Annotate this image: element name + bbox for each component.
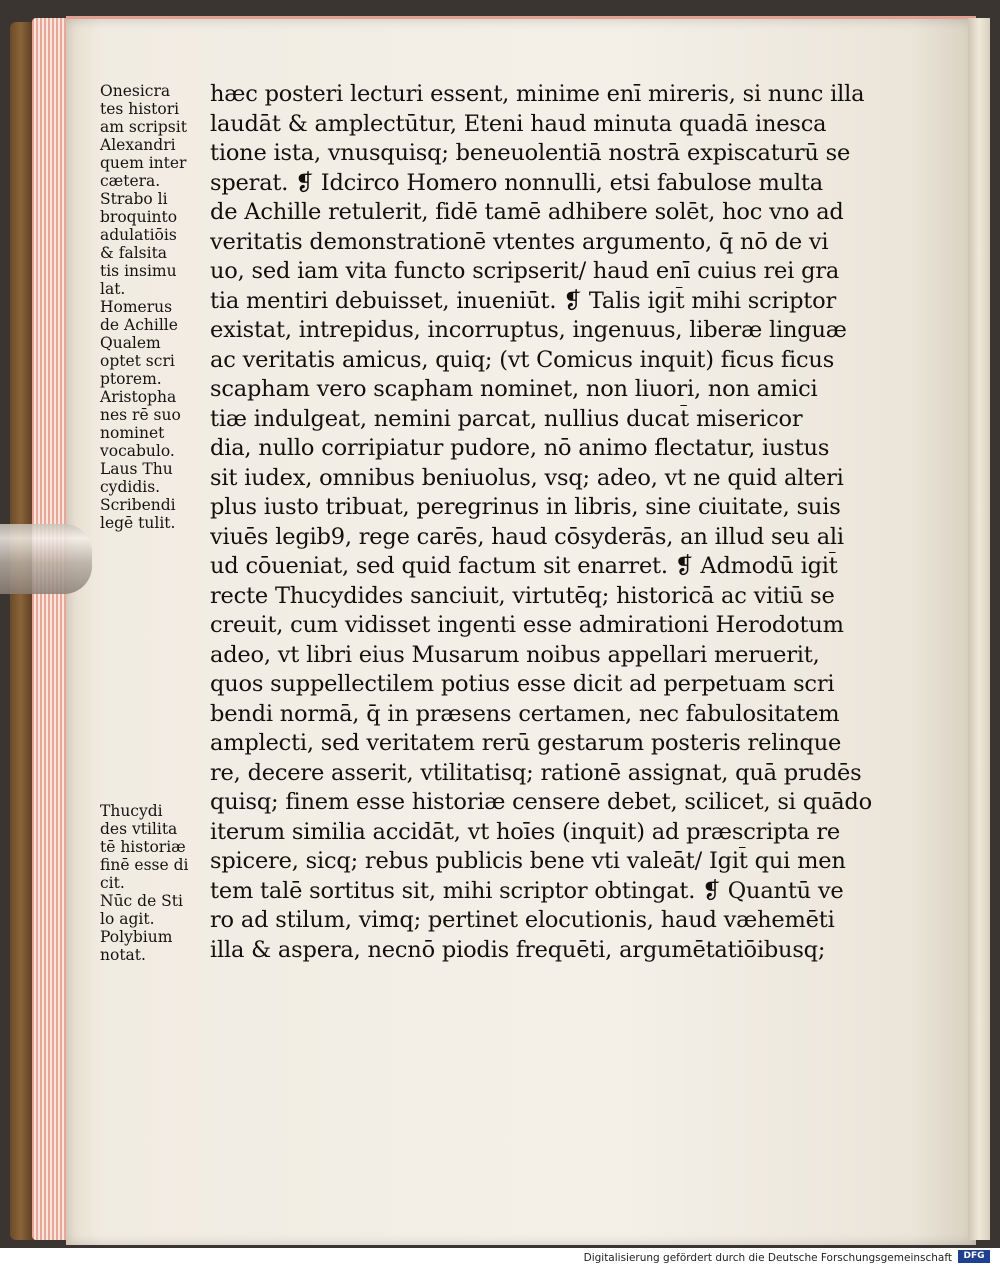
margin-note-line: vocabulo. bbox=[100, 442, 175, 460]
margin-note bbox=[100, 892, 183, 928]
text-line: re, decere asserit, vtilitatisq; rationē assignat, quā prudēs bbox=[210, 759, 862, 786]
margin-note-line: nes rē suo bbox=[100, 406, 181, 424]
margin-note-line: notat. bbox=[100, 946, 146, 964]
text-line: plus iusto tribuat, peregrinus in libris, sine ciuitate, suis bbox=[210, 494, 841, 520]
margin-note-line: broquinto bbox=[100, 208, 178, 226]
margin-note-line: legē tulit. bbox=[100, 514, 176, 532]
text-line: illa & aspera, necnō piodis frequēti, argumētatiōibusq; bbox=[210, 936, 826, 963]
margin-note bbox=[100, 298, 178, 334]
dfg-logo: DFG bbox=[958, 1250, 990, 1263]
footer-credit: Digitalisierung gefördert durch die Deutsche Forschungsgemeinschaft bbox=[583, 1252, 952, 1264]
margin-notes bbox=[100, 82, 212, 1082]
margin-note bbox=[100, 190, 177, 298]
text-line: quisq; finem esse historiæ censere debet, scilicet, si quādo bbox=[210, 789, 872, 815]
text-line: quos suppellectilem potius esse dicit ad perpetuam scri bbox=[210, 671, 835, 697]
text-line: bendi normā, q̄ in præsens certamen, nec fabulositatem bbox=[210, 700, 840, 727]
margin-note-line: Polybium bbox=[100, 928, 173, 946]
text-line: tione ista, vnusquisq; beneuolentiā nostrā expiscaturū se bbox=[210, 140, 851, 166]
margin-note-line: des vtilita bbox=[100, 820, 178, 838]
margin-note bbox=[100, 460, 173, 496]
margin-note-line: ptorem. bbox=[100, 370, 162, 388]
margin-note-line: Scribendi bbox=[100, 496, 176, 514]
margin-note-line: tē historiæ bbox=[100, 838, 186, 856]
text-line: laudāt & amplectūtur, Eteni haud minuta quadā inesca bbox=[210, 110, 827, 137]
text-line: recte Thucydides sanciuit, virtutēq; historicā ac vitiū se bbox=[210, 582, 835, 609]
text-line: sit iudex, omnibus beniuolus, vsq; adeo, vt ne quid alteri bbox=[210, 464, 844, 491]
margin-note-line: & falsita bbox=[100, 244, 168, 262]
margin-note bbox=[100, 802, 188, 892]
margin-note-line: Thucydi bbox=[100, 802, 163, 820]
text-line: tia mentiri debuisset, inueniūt. ❡ Talis igit̄ mihi scriptor bbox=[210, 287, 837, 314]
text-line: ac veritatis amicus, quiq; (vt Comicus inquit) ficus ficus bbox=[210, 346, 835, 373]
text-line: amplecti, sed veritatem rerū gestarum posteris relinque bbox=[210, 730, 842, 756]
margin-note-line: nominet bbox=[100, 424, 165, 442]
text-line: tiæ indulgeat, nemini parcat, nullius ducat̄ misericor bbox=[210, 405, 803, 432]
margin-note-line: Alexandri bbox=[100, 136, 176, 154]
text-line: adeo, vt libri eius Musarum noibus appellari meruerit, bbox=[210, 641, 820, 668]
margin-note-line: cit. bbox=[100, 874, 125, 892]
margin-note bbox=[100, 496, 176, 532]
margin-note-line: tis insimu bbox=[100, 262, 177, 280]
text-line: spicere, sicq; rebus publicis bene vti valeāt/ Igit̄ qui men bbox=[210, 848, 846, 874]
book-cover-edge bbox=[10, 22, 34, 1240]
margin-note-line: Homerus bbox=[100, 298, 173, 316]
text-line: uo, sed iam vita functo scripserit/ haud enī cuius rei gra bbox=[210, 258, 840, 284]
margin-note-line: Onesicra bbox=[100, 82, 171, 100]
margin-note-line: finē esse di bbox=[100, 856, 189, 874]
margin-note-line: Nūc de Sti bbox=[100, 892, 183, 910]
text-line: veritatis demonstrationē vtentes argumento, q̄ nō de vi bbox=[210, 228, 829, 255]
margin-note-line: Qualem bbox=[100, 334, 161, 352]
margin-note-line: quem inter bbox=[100, 154, 187, 172]
margin-note-line: Aristopha bbox=[100, 388, 177, 406]
page-gutter bbox=[968, 18, 990, 1240]
text-line: existat, intrepidus, incorruptus, ingenuus, liberæ linguæ bbox=[210, 317, 847, 343]
text-line: ro ad stilum, vimq; pertinet elocutionis, haud væhemēti bbox=[210, 907, 835, 933]
margin-note-line: de Achille bbox=[100, 316, 178, 334]
text-line: sperat. ❡ Idcirco Homero nonnulli, etsi fabulose multa bbox=[210, 169, 823, 196]
text-line: tem talē sortitus sit, mihi scriptor obtingat. ❡ Quantū ve bbox=[210, 877, 844, 904]
text-line: dia, nullo corripiatur pudore, nō animo flectatur, iustus bbox=[210, 435, 830, 461]
margin-note-line: tes histori bbox=[100, 100, 180, 118]
margin-note bbox=[100, 928, 172, 964]
margin-note-line: Laus Thu bbox=[100, 460, 173, 478]
margin-note-line: cydidis. bbox=[100, 478, 161, 496]
text-line: creuit, cum vidisset ingenti esse admirationi Herodotum bbox=[210, 612, 844, 638]
margin-note-line: adulatiōis bbox=[100, 226, 177, 244]
text-line: de Achille retulerit, fidē tamē adhibere solēt, hoc vno ad bbox=[210, 199, 844, 225]
margin-note bbox=[100, 82, 187, 190]
margin-note bbox=[100, 334, 175, 388]
margin-note-line: optet scri bbox=[100, 352, 175, 370]
text-line: hæc posteri lecturi essent, minime enī mireris, si nunc illa bbox=[210, 81, 865, 107]
margin-note-line: am scripsit bbox=[100, 118, 187, 136]
text-line: iterum similia accidāt, vt hoīes (inquit) ad præscripta re bbox=[210, 818, 841, 845]
margin-note-line: lo agit. bbox=[100, 910, 155, 928]
margin-note-line: cætera. bbox=[100, 172, 161, 190]
body-text bbox=[210, 80, 882, 965]
text-line: ud cōueniat, sed quid factum sit enarret. ❡ Admodū igit̄ bbox=[210, 553, 838, 579]
margin-note bbox=[100, 388, 181, 460]
bookmark-tab bbox=[0, 524, 92, 594]
margin-note-line: Strabo li bbox=[100, 190, 168, 208]
text-line: scapham vero scapham nominet, non liuori, non amici bbox=[210, 376, 818, 402]
margin-note-line: lat. bbox=[100, 280, 126, 298]
text-line: viuēs legib9, rege carēs, haud cōsyderās, an illud seu ali bbox=[210, 523, 844, 550]
